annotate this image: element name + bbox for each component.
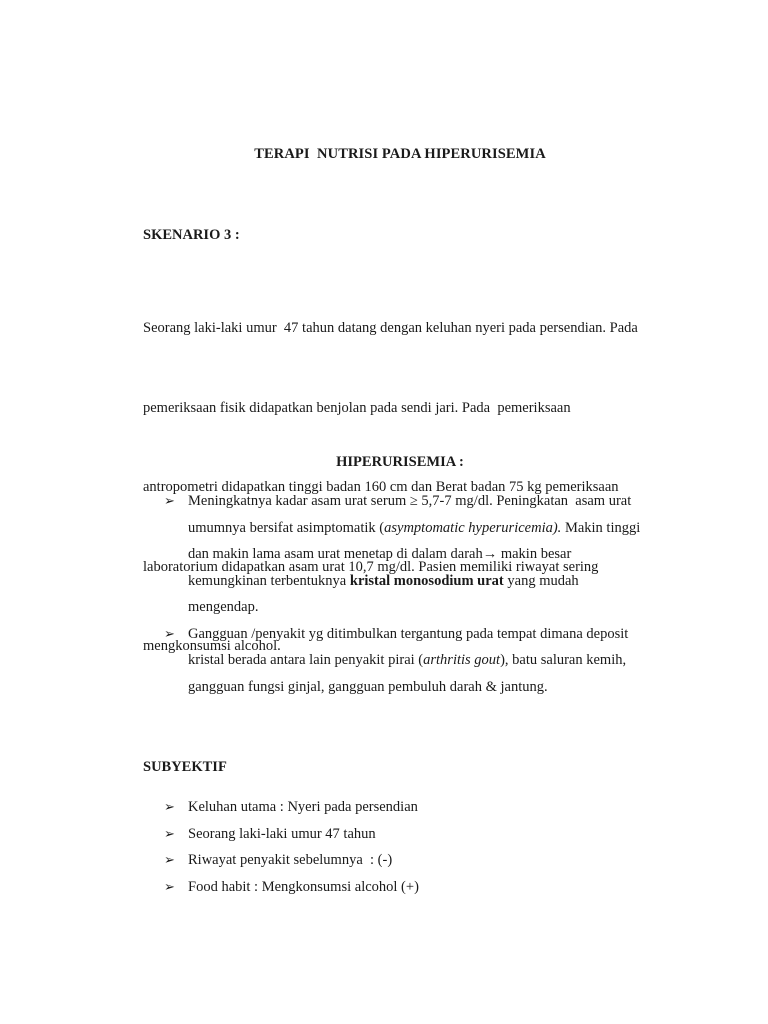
arrow-bullet-icon: ➢ bbox=[164, 625, 175, 641]
text-run: umumnya bersifat asimptomatik ( bbox=[188, 519, 385, 536]
list-item bbox=[0, 488, 768, 621]
text-run: Makin tinggi bbox=[561, 519, 641, 536]
subyektif-list bbox=[0, 794, 768, 900]
arrow-bullet-icon: ➢ bbox=[164, 878, 175, 894]
arrow-bullet-icon: ➢ bbox=[164, 799, 175, 814]
skenario-line: pemeriksaan fisik didapatkan benjolan pada sendi jari. Pada pemeriksaan bbox=[143, 399, 571, 416]
bullet-line: Gangguan /penyakit yg ditimbulkan tergantung pada tempat dimana deposit bbox=[188, 625, 629, 642]
bullet-line: Meningkatnya kadar asam urat serum ≥ 5,7-7 mg/dl. Peningkatan asam urat bbox=[188, 493, 632, 509]
document-title: TERAPI NUTRISI PADA HIPERURISEMIA bbox=[254, 146, 546, 162]
subyektif-heading: SUBYEKTIF bbox=[143, 759, 227, 775]
italic-term: asymptomatic hyperuricemia). bbox=[384, 519, 562, 536]
list-item bbox=[0, 847, 768, 874]
skenario-line: Seorang laki-laki umur 47 tahun datang dengan keluhan nyeri pada persendian. Pada bbox=[143, 320, 638, 336]
text-run: ), batu saluran kemih, bbox=[500, 652, 627, 668]
text-run: kristal berada antara lain penyakit pirai ( bbox=[188, 652, 424, 668]
arrow-bullet-icon: ➢ bbox=[164, 825, 175, 841]
skenario-line: antropometri didapatkan tinggi badan 160 cm dan Berat badan 75 kg pemeriksaan bbox=[143, 479, 619, 495]
list-item-text: Keluhan utama : Nyeri pada persendian bbox=[188, 799, 418, 815]
skenario-line: laboratorium didapatkan asam urat 10,7 mg/dl. Pasien memiliki riwayat sering bbox=[143, 558, 599, 575]
bullet-line: mengendap. bbox=[188, 599, 259, 615]
bullet-line bbox=[188, 568, 768, 595]
list-item-text: Seorang laki-laki umur 47 tahun bbox=[188, 825, 376, 842]
list-item-text: Riwayat penyakit sebelumnya : (-) bbox=[188, 852, 393, 868]
hiperurisemia-heading: HIPERURISEMIA : bbox=[336, 454, 464, 470]
bullet-line bbox=[188, 515, 768, 542]
italic-term: arthritis gout bbox=[423, 652, 501, 668]
text-run: yang mudah bbox=[503, 572, 579, 589]
list-item bbox=[0, 621, 768, 701]
arrow-bullet-icon: ➢ bbox=[164, 852, 175, 867]
text-run: kemungkinan terbentuknya bbox=[188, 572, 350, 589]
list-item bbox=[0, 794, 768, 821]
hiperurisemia-list bbox=[0, 488, 768, 700]
bold-term: kristal monosodium urat bbox=[349, 572, 504, 589]
arrow-bullet-icon: ➢ bbox=[164, 493, 175, 508]
bullet-line: dan makin lama asam urat menetap di dalam darah→ makin besar bbox=[188, 546, 572, 562]
list-item-text: Food habit : Mengkonsumsi alcohol (+) bbox=[188, 878, 419, 895]
bullet-line bbox=[188, 647, 768, 674]
skenario-heading: SKENARIO 3 : bbox=[143, 227, 240, 243]
list-item bbox=[0, 821, 768, 848]
bullet-line: gangguan fungsi ginjal, gangguan pembuluh darah & jantung. bbox=[188, 678, 548, 695]
list-item bbox=[0, 874, 768, 901]
skenario-line: mengkonsumsi alcohol. bbox=[143, 638, 281, 654]
